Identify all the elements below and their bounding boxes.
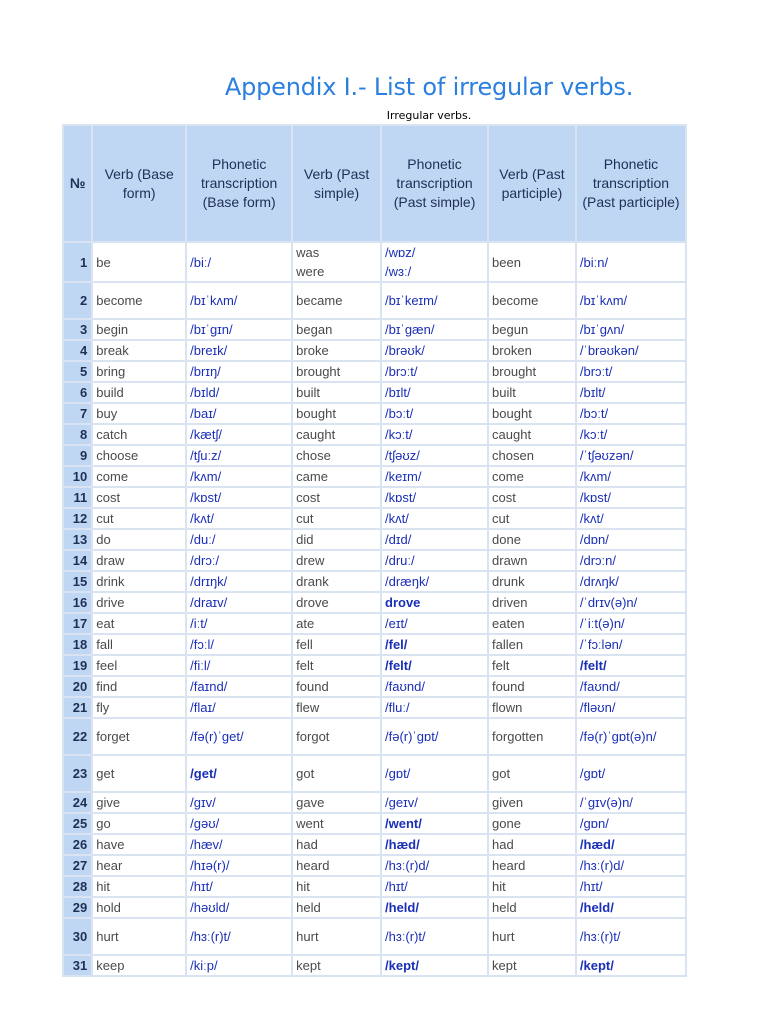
- phonetic-past: /kept/: [382, 956, 487, 975]
- row-number: 4: [64, 341, 91, 360]
- verb-base: cut: [93, 509, 185, 528]
- row-number: 16: [64, 593, 91, 612]
- phonetic-participle: /gɒn/: [577, 814, 685, 833]
- verb-base: cost: [93, 488, 185, 507]
- phonetic-participle: /fə(r)ˈgɒt(ə)n/: [577, 719, 685, 754]
- phonetic-participle: /held/: [577, 898, 685, 917]
- table-row: [64, 341, 685, 360]
- phonetic-participle: /ˈgɪv(ə)n/: [577, 793, 685, 812]
- row-number: 23: [64, 756, 91, 791]
- verb-past: heard: [293, 856, 380, 875]
- row-number: 11: [64, 488, 91, 507]
- verb-participle: done: [489, 530, 575, 549]
- table-row: [64, 877, 685, 896]
- header-past-participle: Verb (Past participle): [489, 126, 575, 241]
- verb-base: find: [93, 677, 185, 696]
- phonetic-participle: /kʌt/: [577, 509, 685, 528]
- verb-past: gave: [293, 793, 380, 812]
- row-number: 3: [64, 320, 91, 339]
- verb-base: fall: [93, 635, 185, 654]
- phonetic-base: /hɪə(r)/: [187, 856, 291, 875]
- phonetic-past-line: /wɜː/: [385, 264, 412, 279]
- phonetic-participle: /biːn/: [577, 243, 685, 281]
- verb-past: [293, 243, 380, 281]
- phonetic-participle: /faʊnd/: [577, 677, 685, 696]
- verb-participle: cost: [489, 488, 575, 507]
- verb-participle: built: [489, 383, 575, 402]
- phonetic-past: /bɪlt/: [382, 383, 487, 402]
- phonetic-participle: /drʌŋk/: [577, 572, 685, 591]
- row-number: 1: [64, 243, 91, 281]
- verb-past: built: [293, 383, 380, 402]
- phonetic-past: /hɜː(r)t/: [382, 919, 487, 954]
- row-number: 12: [64, 509, 91, 528]
- row-number: 7: [64, 404, 91, 423]
- phonetic-base: /baɪ/: [187, 404, 291, 423]
- phonetic-participle: /bɔːt/: [577, 404, 685, 423]
- phonetic-base: /həʊld/: [187, 898, 291, 917]
- row-number: 17: [64, 614, 91, 633]
- row-number: 9: [64, 446, 91, 465]
- row-number: 13: [64, 530, 91, 549]
- verb-participle: got: [489, 756, 575, 791]
- phonetic-participle: /kʌm/: [577, 467, 685, 486]
- row-number: 30: [64, 919, 91, 954]
- row-number: 21: [64, 698, 91, 717]
- table-row: [64, 719, 685, 754]
- phonetic-base: /duː/: [187, 530, 291, 549]
- verb-participle: cut: [489, 509, 575, 528]
- verb-base: begin: [93, 320, 185, 339]
- table-row: [64, 509, 685, 528]
- table-row: [64, 530, 685, 549]
- table-row: [64, 614, 685, 633]
- phonetic-base: /brɪŋ/: [187, 362, 291, 381]
- table-row: [64, 572, 685, 591]
- phonetic-base: /biː/: [187, 243, 291, 281]
- verb-past: caught: [293, 425, 380, 444]
- phonetic-participle: /felt/: [577, 656, 685, 675]
- row-number: 2: [64, 283, 91, 318]
- phonetic-past: /hɪt/: [382, 877, 487, 896]
- verb-participle: caught: [489, 425, 575, 444]
- verb-participle: held: [489, 898, 575, 917]
- verb-participle: fallen: [489, 635, 575, 654]
- verb-participle: had: [489, 835, 575, 854]
- row-number: 26: [64, 835, 91, 854]
- verb-past: became: [293, 283, 380, 318]
- verb-participle: felt: [489, 656, 575, 675]
- verb-participle: brought: [489, 362, 575, 381]
- verb-participle: gone: [489, 814, 575, 833]
- phonetic-base: /bɪˈgɪn/: [187, 320, 291, 339]
- table-row: [64, 593, 685, 612]
- irregular-verbs-table: [62, 124, 687, 977]
- table-row: [64, 956, 685, 975]
- phonetic-base: /draɪv/: [187, 593, 291, 612]
- page-title: Appendix I.- List of irregular verbs.: [224, 73, 634, 101]
- table-row: [64, 814, 685, 833]
- verb-past: went: [293, 814, 380, 833]
- verb-participle: drawn: [489, 551, 575, 570]
- verb-past: did: [293, 530, 380, 549]
- verb-base: come: [93, 467, 185, 486]
- phonetic-participle: /gɒt/: [577, 756, 685, 791]
- row-number: 6: [64, 383, 91, 402]
- verb-past: drove: [293, 593, 380, 612]
- verb-past: had: [293, 835, 380, 854]
- phonetic-past: /brɔːt/: [382, 362, 487, 381]
- verb-past: flew: [293, 698, 380, 717]
- verb-participle: chosen: [489, 446, 575, 465]
- phonetic-base: /kʌm/: [187, 467, 291, 486]
- row-number: 14: [64, 551, 91, 570]
- phonetic-past: /kʌt/: [382, 509, 487, 528]
- verb-base: forget: [93, 719, 185, 754]
- verb-base: fly: [93, 698, 185, 717]
- phonetic-participle: /hɪt/: [577, 877, 685, 896]
- row-number: 28: [64, 877, 91, 896]
- table-row: [64, 677, 685, 696]
- phonetic-past: /keɪm/: [382, 467, 487, 486]
- phonetic-base: /fə(r)ˈget/: [187, 719, 291, 754]
- table-row: [64, 635, 685, 654]
- table-row: [64, 698, 685, 717]
- verb-past: found: [293, 677, 380, 696]
- phonetic-past: /kɒst/: [382, 488, 487, 507]
- verb-base: break: [93, 341, 185, 360]
- verb-participle: become: [489, 283, 575, 318]
- verb-past-line: was: [296, 245, 320, 260]
- verb-past: drew: [293, 551, 380, 570]
- phonetic-participle: /bɪlt/: [577, 383, 685, 402]
- verb-base: be: [93, 243, 185, 281]
- verb-past: came: [293, 467, 380, 486]
- table-row: [64, 551, 685, 570]
- table-row: [64, 243, 685, 281]
- verb-participle: forgotten: [489, 719, 575, 754]
- table-row: [64, 856, 685, 875]
- verb-past: got: [293, 756, 380, 791]
- table-row: [64, 756, 685, 791]
- phonetic-base: /drɔː/: [187, 551, 291, 570]
- verb-past: kept: [293, 956, 380, 975]
- phonetic-base: /fiːl/: [187, 656, 291, 675]
- verb-base: feel: [93, 656, 185, 675]
- verb-participle: hit: [489, 877, 575, 896]
- row-number: 18: [64, 635, 91, 654]
- verb-past: drank: [293, 572, 380, 591]
- phonetic-participle: /fləʊn/: [577, 698, 685, 717]
- verb-past: bought: [293, 404, 380, 423]
- verb-base: go: [93, 814, 185, 833]
- table-row: [64, 919, 685, 954]
- phonetic-past: /druː/: [382, 551, 487, 570]
- row-number: 29: [64, 898, 91, 917]
- verb-past: chose: [293, 446, 380, 465]
- row-number: 20: [64, 677, 91, 696]
- row-number: 5: [64, 362, 91, 381]
- phonetic-past: /geɪv/: [382, 793, 487, 812]
- phonetic-past: /hɜː(r)d/: [382, 856, 487, 875]
- verb-participle: begun: [489, 320, 575, 339]
- table-row: [64, 467, 685, 486]
- verb-participle: bought: [489, 404, 575, 423]
- verb-base: hear: [93, 856, 185, 875]
- header-pp-phonetic: Phonetic transcription (Past participle): [577, 126, 685, 241]
- table-row: [64, 383, 685, 402]
- phonetic-past: /bɔːt/: [382, 404, 487, 423]
- table-row: [64, 404, 685, 423]
- phonetic-participle: /dɒn/: [577, 530, 685, 549]
- phonetic-past-line: /wɒz/: [385, 245, 416, 260]
- phonetic-past: /fə(r)ˈgɒt/: [382, 719, 487, 754]
- verb-base: become: [93, 283, 185, 318]
- verb-base: hurt: [93, 919, 185, 954]
- phonetic-base: /iːt/: [187, 614, 291, 633]
- phonetic-participle: /ˈdrɪv(ə)n/: [577, 593, 685, 612]
- verb-past: began: [293, 320, 380, 339]
- phonetic-base: /fɔːl/: [187, 635, 291, 654]
- phonetic-base: /kiːp/: [187, 956, 291, 975]
- verb-participle: come: [489, 467, 575, 486]
- phonetic-participle: /ˈiːt(ə)n/: [577, 614, 685, 633]
- header-past-phonetic: Phonetic transcription (Past simple): [382, 126, 487, 241]
- verb-participle: heard: [489, 856, 575, 875]
- phonetic-participle: /bɪˈgʌn/: [577, 320, 685, 339]
- phonetic-base: /bɪld/: [187, 383, 291, 402]
- verb-base: choose: [93, 446, 185, 465]
- phonetic-base: /faɪnd/: [187, 677, 291, 696]
- verb-past: cost: [293, 488, 380, 507]
- verb-past: cut: [293, 509, 380, 528]
- verb-past: forgot: [293, 719, 380, 754]
- phonetic-past: /eɪt/: [382, 614, 487, 633]
- row-number: 31: [64, 956, 91, 975]
- phonetic-past: /fluː/: [382, 698, 487, 717]
- verb-participle: flown: [489, 698, 575, 717]
- phonetic-past: /tʃəʊz/: [382, 446, 487, 465]
- row-number: 27: [64, 856, 91, 875]
- phonetic-past: /faʊnd/: [382, 677, 487, 696]
- phonetic-base: /get/: [187, 756, 291, 791]
- phonetic-base: /bɪˈkʌm/: [187, 283, 291, 318]
- phonetic-participle: /ˈbrəʊkən/: [577, 341, 685, 360]
- verb-past: brought: [293, 362, 380, 381]
- verb-participle: eaten: [489, 614, 575, 633]
- verb-base: catch: [93, 425, 185, 444]
- table-row: [64, 283, 685, 318]
- phonetic-past: /fel/: [382, 635, 487, 654]
- phonetic-base: /kɒst/: [187, 488, 291, 507]
- phonetic-base: /hɜː(r)t/: [187, 919, 291, 954]
- table-row: [64, 898, 685, 917]
- verb-past: fell: [293, 635, 380, 654]
- phonetic-participle: /kɒst/: [577, 488, 685, 507]
- verb-base: get: [93, 756, 185, 791]
- phonetic-past: drove: [382, 593, 487, 612]
- verb-base: build: [93, 383, 185, 402]
- phonetic-base: /gəʊ/: [187, 814, 291, 833]
- verb-participle: given: [489, 793, 575, 812]
- phonetic-participle: /hæd/: [577, 835, 685, 854]
- phonetic-past: /bɪˈkeɪm/: [382, 283, 487, 318]
- phonetic-participle: /kɔːt/: [577, 425, 685, 444]
- table-caption: Irregular verbs.: [386, 109, 472, 122]
- row-number: 22: [64, 719, 91, 754]
- phonetic-base: /hæv/: [187, 835, 291, 854]
- phonetic-past: /held/: [382, 898, 487, 917]
- row-number: 25: [64, 814, 91, 833]
- verb-past-line: were: [296, 264, 325, 279]
- phonetic-past: [382, 243, 487, 281]
- phonetic-past: /felt/: [382, 656, 487, 675]
- table-row: [64, 362, 685, 381]
- verb-participle: found: [489, 677, 575, 696]
- verb-past: hurt: [293, 919, 380, 954]
- verb-past: hit: [293, 877, 380, 896]
- row-number: 15: [64, 572, 91, 591]
- row-number: 10: [64, 467, 91, 486]
- row-number: 8: [64, 425, 91, 444]
- header-base-form: Verb (Base form): [93, 126, 185, 241]
- row-number: 24: [64, 793, 91, 812]
- phonetic-participle: /kept/: [577, 956, 685, 975]
- verb-base: eat: [93, 614, 185, 633]
- verb-base: keep: [93, 956, 185, 975]
- phonetic-past: /went/: [382, 814, 487, 833]
- header-past-simple: Verb (Past simple): [293, 126, 380, 241]
- table-header-row: [64, 126, 685, 241]
- phonetic-participle: /brɔːt/: [577, 362, 685, 381]
- verb-participle: driven: [489, 593, 575, 612]
- verb-base: drink: [93, 572, 185, 591]
- table-row: [64, 425, 685, 444]
- verb-past: held: [293, 898, 380, 917]
- phonetic-participle: /ˈtʃəʊzən/: [577, 446, 685, 465]
- verb-past: broke: [293, 341, 380, 360]
- phonetic-past: /bɪˈgæn/: [382, 320, 487, 339]
- phonetic-participle: /hɜː(r)t/: [577, 919, 685, 954]
- phonetic-base: /gɪv/: [187, 793, 291, 812]
- table-row: [64, 446, 685, 465]
- phonetic-base: /flaɪ/: [187, 698, 291, 717]
- verb-base: give: [93, 793, 185, 812]
- phonetic-base: /hɪt/: [187, 877, 291, 896]
- phonetic-past: /gɒt/: [382, 756, 487, 791]
- phonetic-participle: /ˈfɔːlən/: [577, 635, 685, 654]
- table-row: [64, 656, 685, 675]
- phonetic-past: /brəʊk/: [382, 341, 487, 360]
- verb-base: bring: [93, 362, 185, 381]
- phonetic-base: /breɪk/: [187, 341, 291, 360]
- table-row: [64, 793, 685, 812]
- phonetic-past: /dræŋk/: [382, 572, 487, 591]
- verb-participle: drunk: [489, 572, 575, 591]
- phonetic-past: /dɪd/: [382, 530, 487, 549]
- phonetic-base: /kʌt/: [187, 509, 291, 528]
- verb-base: buy: [93, 404, 185, 423]
- header-number: №: [64, 126, 91, 241]
- verb-base: drive: [93, 593, 185, 612]
- verb-past: felt: [293, 656, 380, 675]
- verb-base: draw: [93, 551, 185, 570]
- phonetic-base: /drɪŋk/: [187, 572, 291, 591]
- verb-participle: hurt: [489, 919, 575, 954]
- phonetic-participle: /hɜː(r)d/: [577, 856, 685, 875]
- phonetic-participle: /bɪˈkʌm/: [577, 283, 685, 318]
- phonetic-participle: /drɔːn/: [577, 551, 685, 570]
- table-row: [64, 488, 685, 507]
- phonetic-base: /kætʃ/: [187, 425, 291, 444]
- phonetic-past: /hæd/: [382, 835, 487, 854]
- table-row: [64, 835, 685, 854]
- verb-base: have: [93, 835, 185, 854]
- table-row: [64, 320, 685, 339]
- phonetic-past: /kɔːt/: [382, 425, 487, 444]
- verb-participle: kept: [489, 956, 575, 975]
- verb-past: ate: [293, 614, 380, 633]
- verb-participle: been: [489, 243, 575, 281]
- verb-base: hold: [93, 898, 185, 917]
- phonetic-base: /tʃuːz/: [187, 446, 291, 465]
- header-base-phonetic: Phonetic transcription (Base form): [187, 126, 291, 241]
- verb-base: hit: [93, 877, 185, 896]
- row-number: 19: [64, 656, 91, 675]
- verb-participle: broken: [489, 341, 575, 360]
- verb-base: do: [93, 530, 185, 549]
